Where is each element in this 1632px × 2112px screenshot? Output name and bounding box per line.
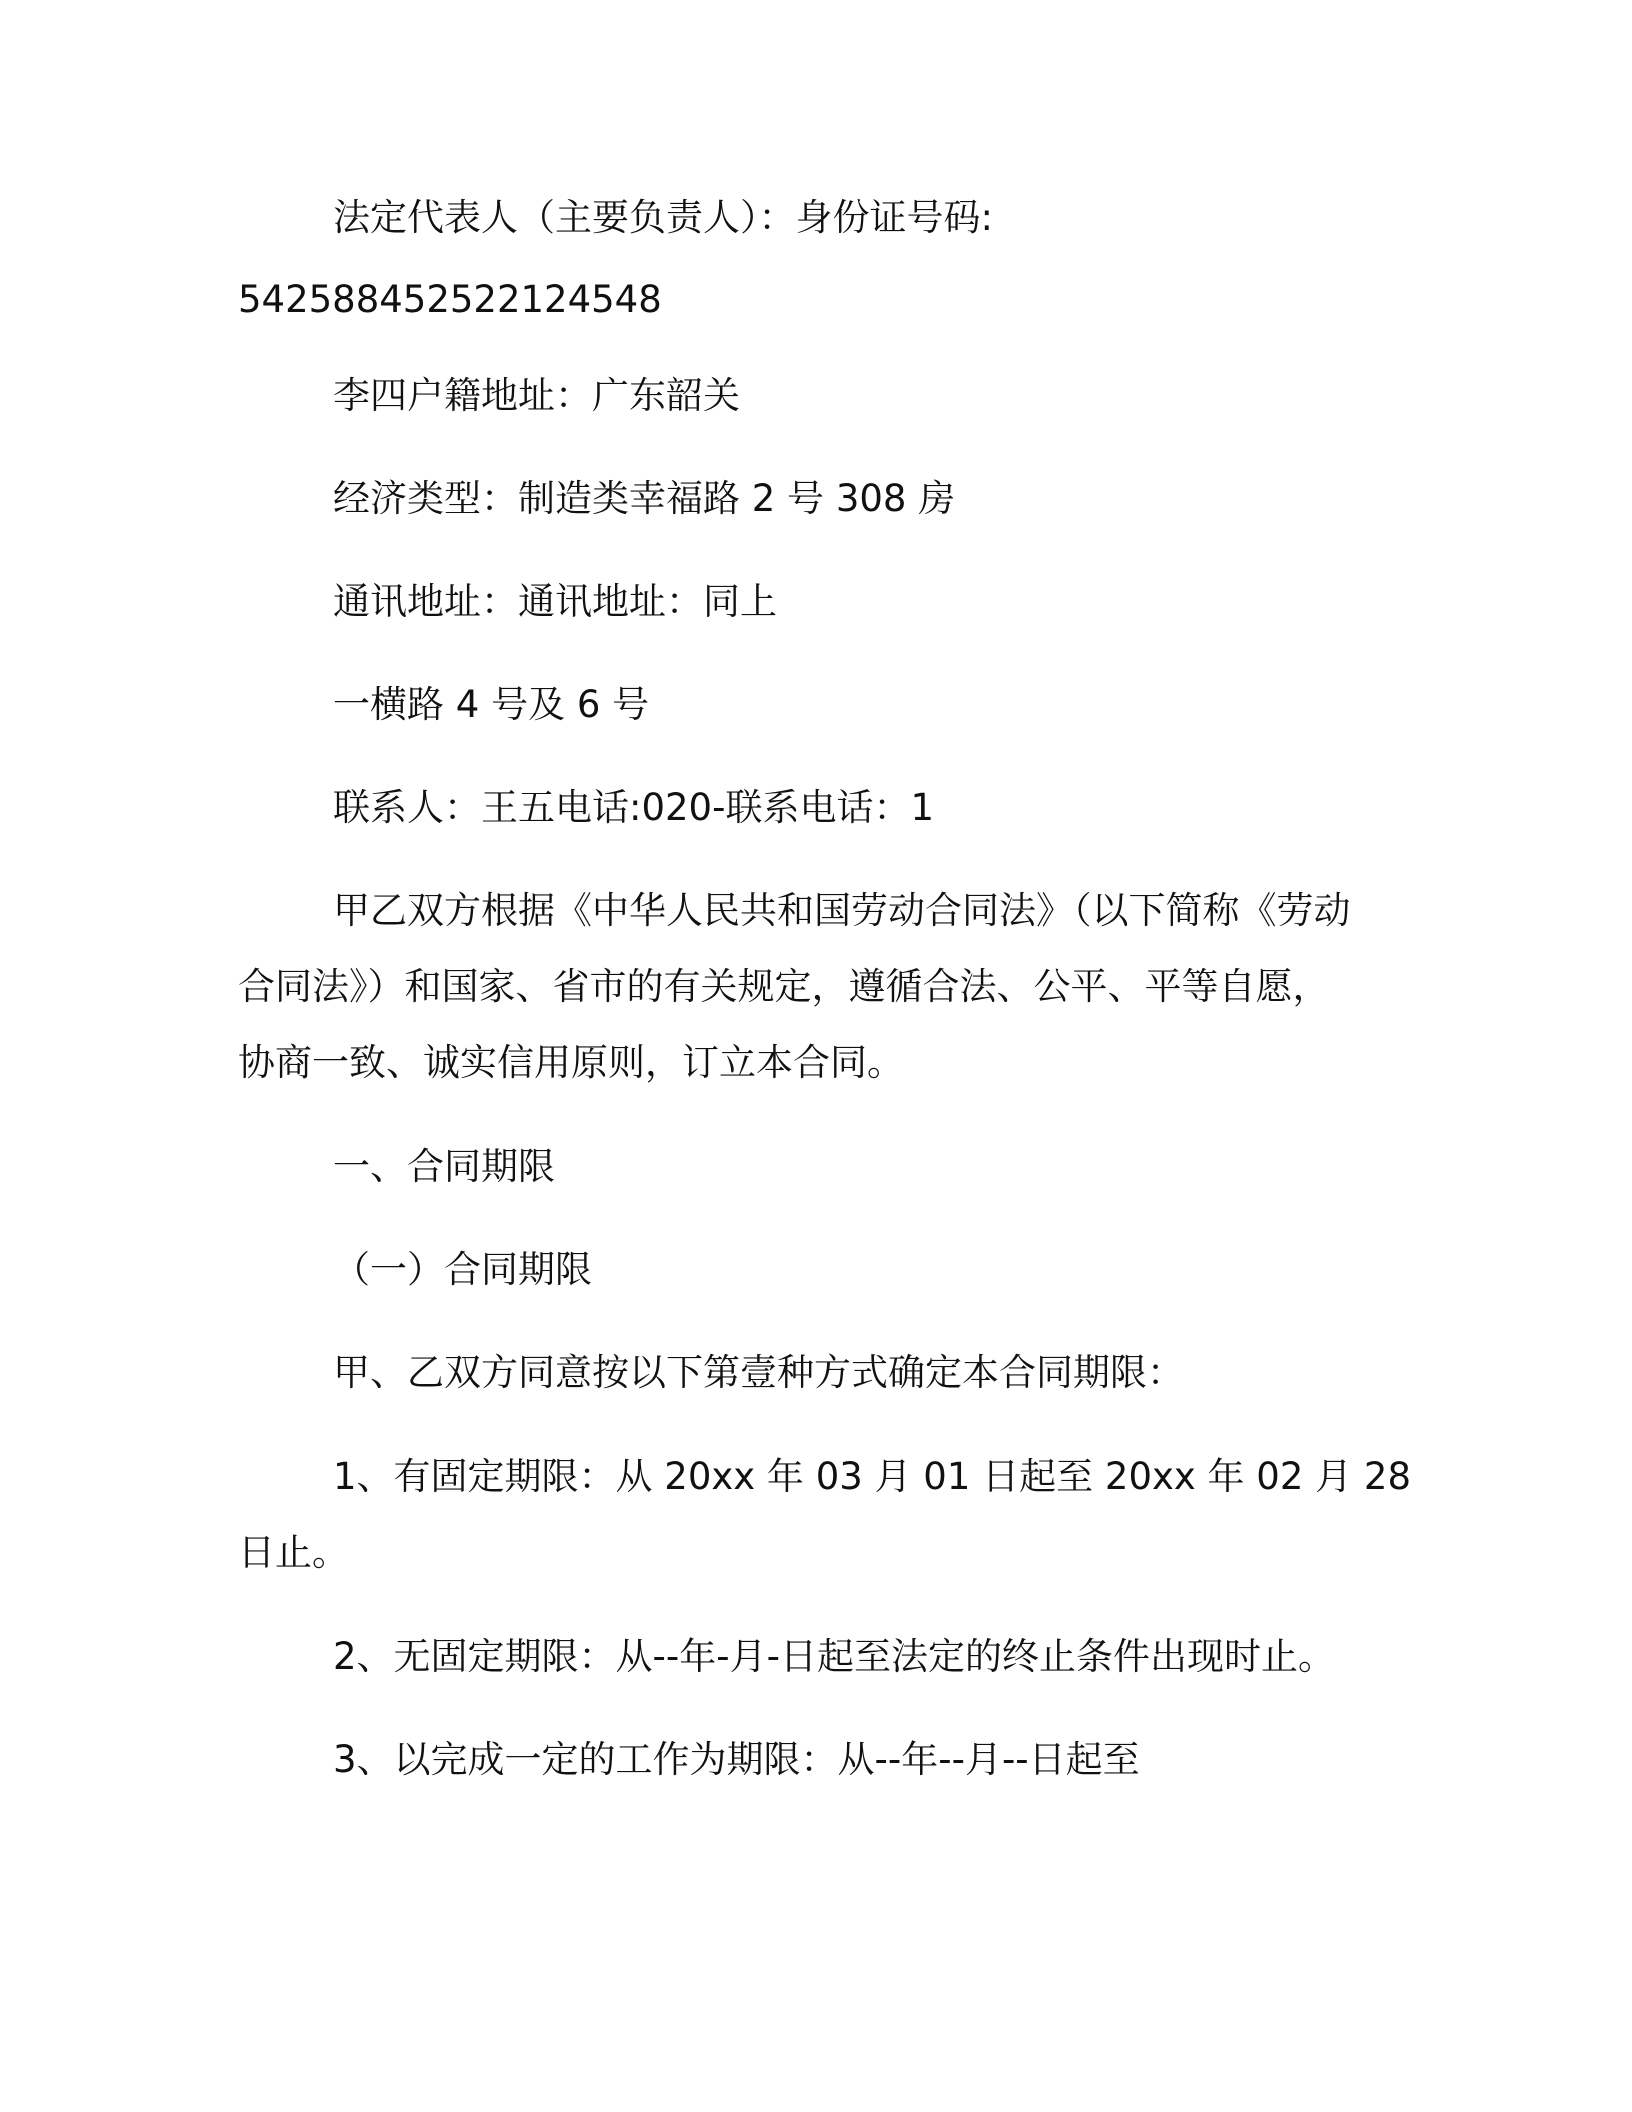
text-line-fixed-term-2: 日止。 xyxy=(238,1531,349,1574)
text-line-household-address: 李四户籍地址：广东韶关 xyxy=(333,374,740,417)
text-line-contact-person: 联系人：王五电话:020-联系电话：1 xyxy=(333,786,934,829)
text-line-open-term: 2、无固定期限：从--年-月-日起至法定的终止条件出现时止。 xyxy=(333,1635,1335,1678)
text-line-fixed-term-1: 1、有固定期限：从 20xx 年 03 月 01 日起至 20xx 年 02 月 28 xyxy=(333,1455,1411,1498)
text-line-mailing-address: 通讯地址：通讯地址：同上 xyxy=(333,580,777,623)
text-line-road-address: 一横路 4 号及 6 号 xyxy=(333,683,650,726)
text-line-economic-type: 经济类型：制造类幸福路 2 号 308 房 xyxy=(333,477,956,520)
text-line-id-number: 542588452522124548 xyxy=(238,278,662,321)
text-line-task-term: 3、以完成一定的工作为期限：从--年--月--日起至 xyxy=(333,1738,1140,1781)
text-line-term-method: 甲、乙双方同意按以下第壹种方式确定本合同期限： xyxy=(333,1351,1184,1394)
text-line-preamble-2: 合同法》）和国家、省市的有关规定，遵循合法、公平、平等自愿， xyxy=(238,965,1330,1008)
text-line-legal-representative: 法定代表人（主要负责人）：身份证号码: xyxy=(333,196,993,239)
subsection-heading-contract-term: （一）合同期限 xyxy=(333,1248,592,1291)
text-line-preamble-3: 协商一致、诚实信用原则，订立本合同。 xyxy=(238,1041,904,1084)
text-line-preamble-1: 甲乙双方根据《中华人民共和国劳动合同法》（以下简称《劳动 xyxy=(333,889,1351,932)
section-heading-contract-term: 一、合同期限 xyxy=(333,1145,555,1188)
